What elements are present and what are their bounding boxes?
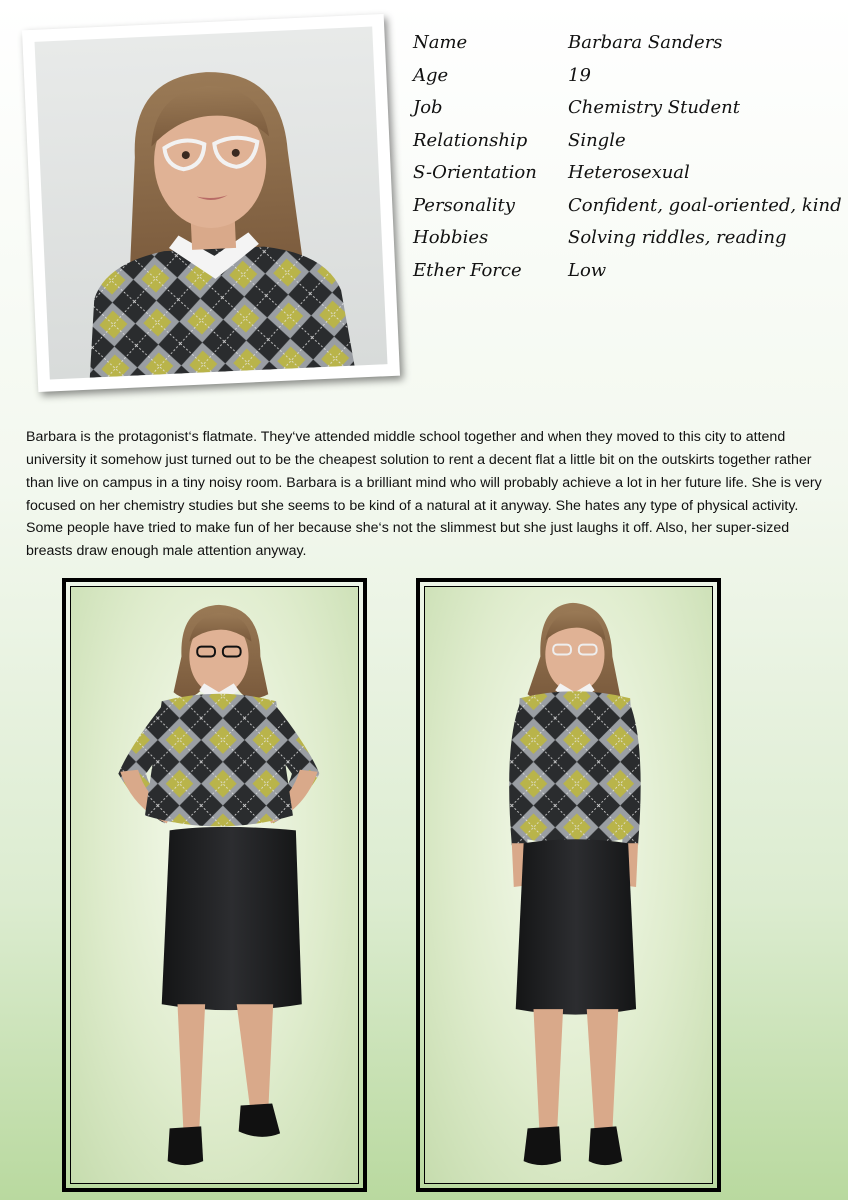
info-value: Solving riddles, reading [568,227,787,248]
figure-right-illustration [425,587,712,1183]
info-label: Ether Force [413,259,522,281]
info-label: Age [413,64,449,86]
portrait-photo [35,27,388,380]
info-value: Single [568,129,626,151]
info-label: S-Orientation [413,162,537,183]
figure-left-illustration [71,587,358,1183]
info-value: Confident, goal-oriented, kind [568,194,842,216]
info-label: Personality [413,194,515,216]
info-value: Low [568,259,607,281]
figure-frame-left [62,578,367,1192]
info-value: Chemistry Student [568,97,740,118]
portrait-frame [22,14,400,392]
info-label: Job [413,97,443,118]
portrait-illustration [35,27,388,380]
info-value: Barbara Sanders [568,32,723,53]
figure-frame-right [416,578,721,1192]
info-label: Relationship [413,129,528,151]
info-label: Name [413,32,468,53]
bio-paragraph: Barbara is the protagonist‘s flatmate. They‘ve attended middle school together and when they moved to this city to attend university it somehow just turned out to be the cheapest solution to rent a decent flat a little bit on the outskirts together rather than live on campus in a tiny noisy room. Barbara is a brilliant mind who will probably achieve a lot in her future life. She is very focused on her chemistry studies but she seems to be kind of a natural at it anyway. She hates any type of physical activity. Some people have tried to make fun of her because she‘s not the slimmest but she just laughs it off. Also, her super-sized breasts draw enough male attention anyway. [26,429,822,560]
info-value: 19 [568,64,591,86]
info-label: Hobbies [413,227,489,248]
info-value: Heterosexual [568,162,690,183]
